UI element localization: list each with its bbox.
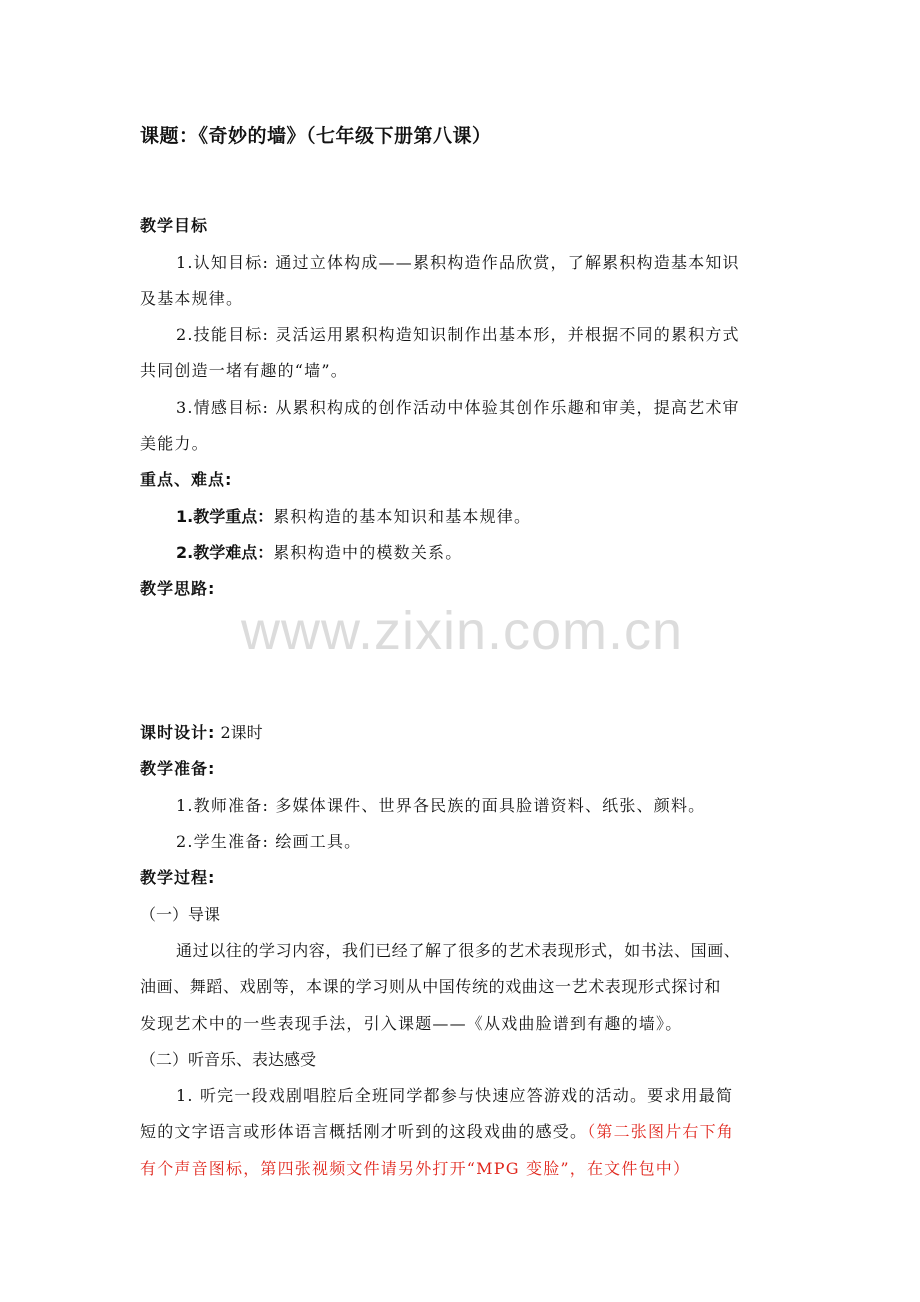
section-music-title: （二）听音乐、表达感受 [140, 1050, 317, 1069]
lesson-hours [140, 722, 785, 744]
media-note-continued: 有个声音图标，第四张视频文件请另外打开“MPG 变脸”，在文件包中） [140, 1159, 691, 1178]
prep-heading: 教学准备: [140, 759, 216, 778]
section-music-line2 [140, 1121, 785, 1143]
teaching-focus [140, 506, 785, 528]
prep-teacher: 1.教师准备: 多媒体课件、世界各民族的面具脸谱资料、纸张、颜料。 [176, 796, 706, 815]
lesson-title: 课题：《奇妙的墙》（七年级下册第八课） [140, 125, 492, 147]
teaching-focus-text: 累积构造的基本知识和基本规律。 [273, 507, 532, 526]
teaching-difficulty [140, 542, 785, 564]
process-heading: 教学过程: [140, 868, 216, 887]
goal-skill-line2: 共同创造一堵有趣的“墙”。 [140, 361, 348, 380]
section-music-line2-text: 短的文字语言或形体语言概括刚才听到的这段戏曲的感受。 [140, 1122, 588, 1141]
section-intro-title: （一）导课 [140, 905, 221, 924]
section-intro-line2: 油画、舞蹈、戏剧等，本课的学习则从中国传统的戏曲这一艺术表现形式探讨和 [140, 977, 722, 996]
teaching-focus-label: 1.教学重点： [176, 507, 274, 526]
section-intro-line3: 发现艺术中的一些表现手法，引入课题——《从戏曲脸谱到有趣的墙》。 [140, 1014, 683, 1033]
watermark: www.zixin.com.cn [240, 601, 684, 661]
section-music-line1: 1. 听完一段戏剧唱腔后全班同学都参与快速应答游戏的活动。要求用最简 [176, 1086, 734, 1105]
goal-cognitive-line2: 及基本规律。 [140, 289, 244, 308]
key-points-heading: 重点、难点: [140, 470, 233, 489]
media-note-start: （第二张图片右下角 [587, 1122, 735, 1141]
prep-student: 2.学生准备: 绘画工具。 [176, 832, 362, 851]
goal-emotion-line2: 美能力。 [140, 434, 209, 453]
teaching-difficulty-label: 2.教学难点： [176, 543, 274, 562]
goals-heading: 教学目标 [140, 216, 209, 235]
section-intro-line1: 通过以往的学习内容，我们已经了解了很多的艺术表现形式，如书法、国画、 [176, 941, 741, 960]
goal-cognitive-line1: 1.认知目标: 通过立体构成——累积构造作品欣赏，了解累积构造基本知识 [176, 253, 740, 272]
goal-emotion-line1: 3.情感目标: 从累积构成的创作活动中体验其创作乐趣和审美，提高艺术审 [176, 398, 740, 417]
teaching-difficulty-text: 累积构造中的模数关系。 [273, 543, 463, 562]
lesson-hours-value: 2课时 [215, 723, 263, 742]
goal-skill-line1: 2.技能目标: 灵活运用累积构造知识制作出基本形，并根据不同的累积方式 [176, 325, 740, 344]
approach-heading: 教学思路: [140, 579, 216, 598]
lesson-hours-label: 课时设计: [140, 723, 216, 742]
